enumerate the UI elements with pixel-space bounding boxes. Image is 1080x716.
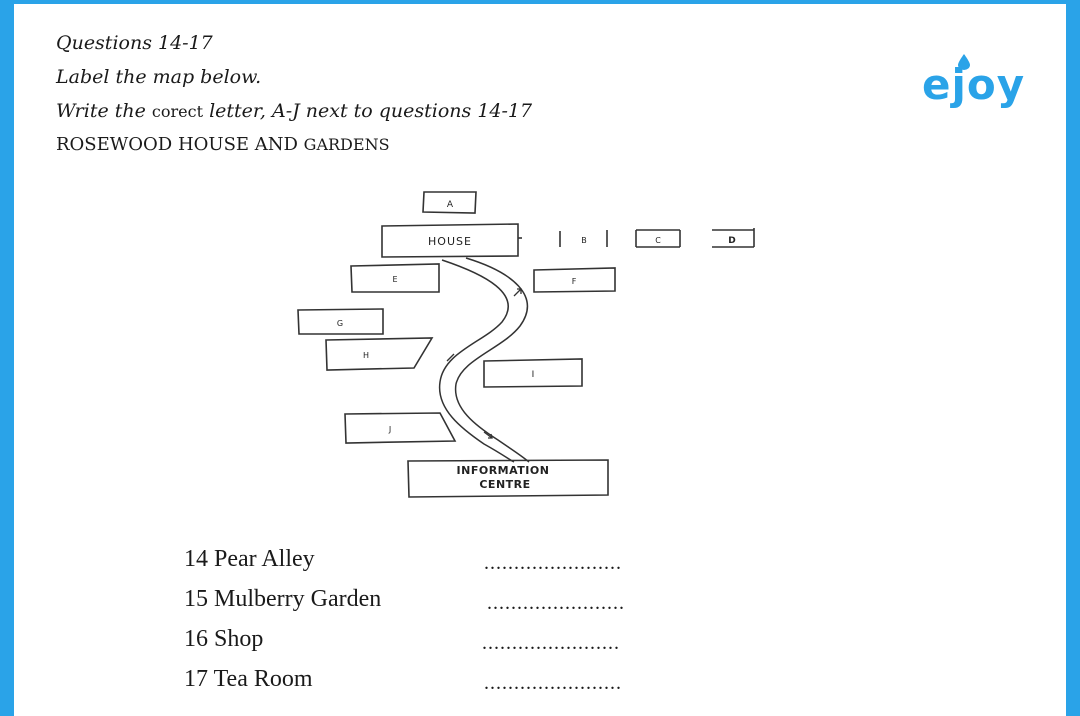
question-16-label: 16 Shop <box>184 626 264 652</box>
map-label-f: F <box>571 277 577 286</box>
questions-heading: Questions 14-17 <box>56 32 213 54</box>
instruction-write-pre: Write the <box>56 100 152 122</box>
question-14-label: 14 Pear Alley <box>184 546 315 572</box>
map-label-e: E <box>392 275 398 284</box>
map-label-h: H <box>362 351 370 360</box>
map-label-centre: CENTRE <box>479 478 531 491</box>
question-15-label: 15 Mulberry Garden <box>184 586 382 612</box>
question-15-answer-line[interactable]: ....................... <box>487 592 625 614</box>
map-label-c: C <box>655 236 661 245</box>
question-14-answer-line[interactable]: ....................... <box>484 552 622 574</box>
map-box-j <box>345 413 455 443</box>
map-label-d: D <box>728 236 736 246</box>
map-label-b: B <box>581 236 587 245</box>
ejoy-logo: ejoy <box>922 60 1026 109</box>
question-17-label: 17 Tea Room <box>184 666 313 692</box>
instruction-write-post: letter, A-J next to questions 14-17 <box>203 100 533 122</box>
instruction-write-small: corect <box>151 102 204 121</box>
map-label-g: G <box>336 319 344 328</box>
worksheet-page <box>14 4 1066 716</box>
question-16-answer-line[interactable]: ....................... <box>482 632 620 654</box>
map-label-house: HOUSE <box>428 235 472 248</box>
question-17-answer-line[interactable]: ....................... <box>484 672 622 694</box>
map-label-j: J <box>388 425 392 434</box>
map-title-main: ROSEWOOD HOUSE AND <box>56 134 304 155</box>
map-label-a: A <box>446 200 454 210</box>
garden-map <box>14 4 1066 544</box>
map-label-i: I <box>531 370 535 380</box>
map-label-information: INFORMATION <box>456 464 550 477</box>
instruction-label: Label the map below. <box>56 66 262 88</box>
map-box-h <box>326 338 432 370</box>
map-title-small: GARDENS <box>303 135 390 154</box>
